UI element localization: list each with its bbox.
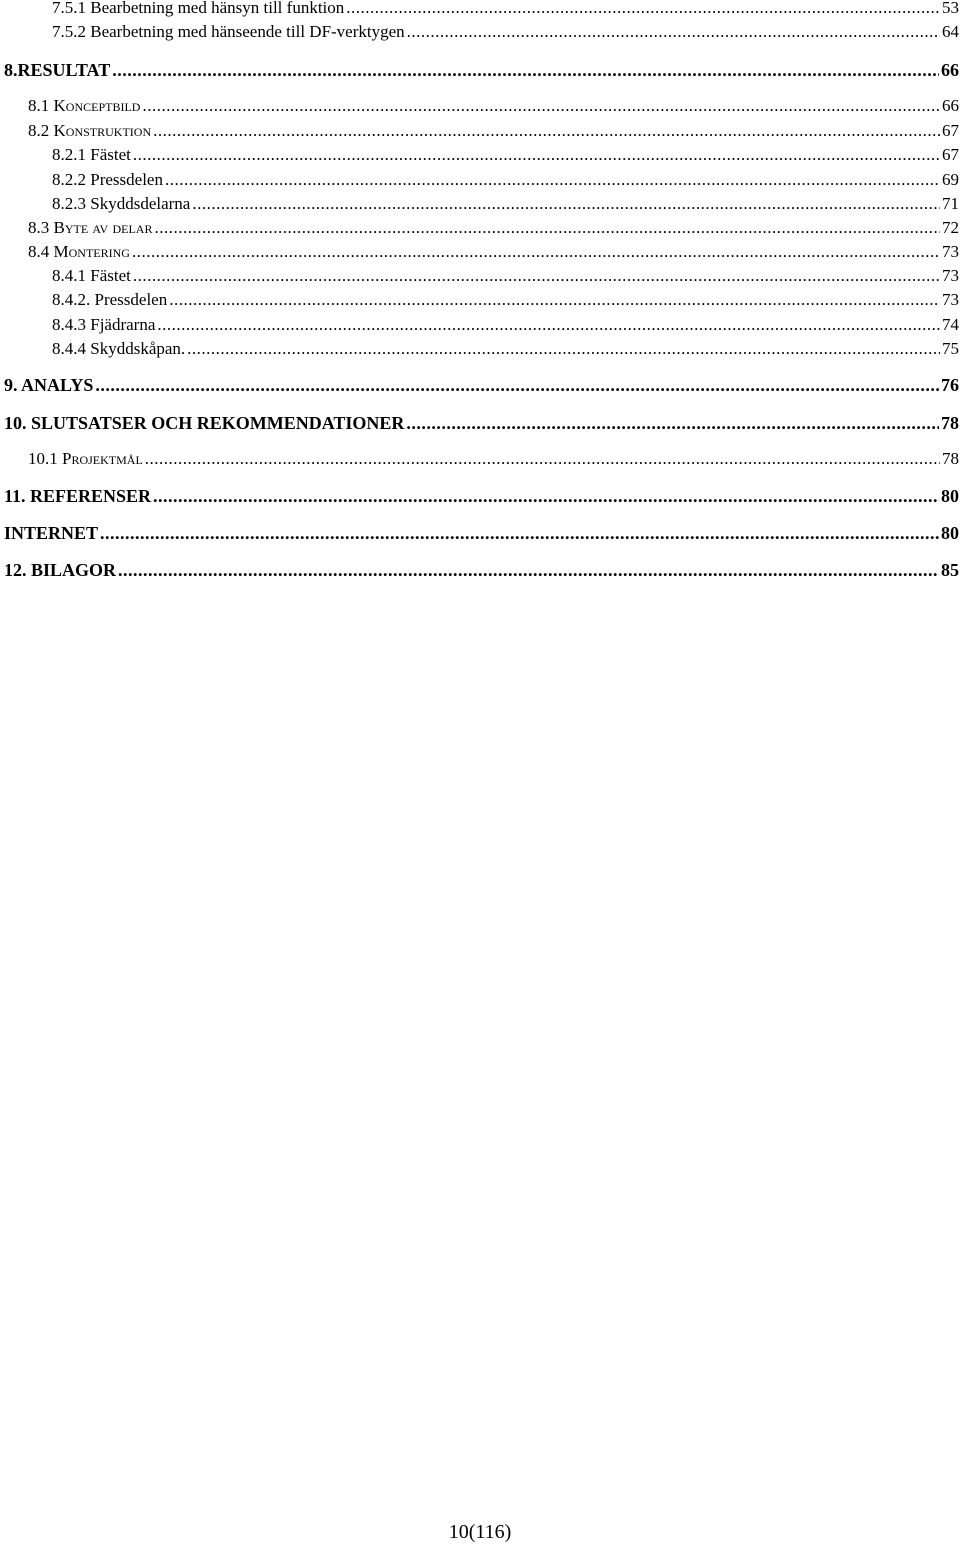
toc-entry-label: 8.RESULTAT (4, 60, 111, 80)
toc-entry-page: 75 (942, 339, 959, 358)
dot-leader (154, 217, 940, 239)
toc-entry-label: 10.1 Projektmål (28, 449, 143, 468)
toc-entry-9[interactable] (4, 374, 959, 396)
toc-entry-page: 76 (941, 375, 959, 395)
toc-entry-label: 8.3 Byte av delar (28, 218, 153, 237)
toc-entry-page: 80 (941, 486, 959, 506)
dot-leader (192, 193, 940, 215)
toc-entry-page: 67 (942, 145, 959, 164)
toc-entry-page: 69 (942, 170, 959, 189)
toc-entry-page: 66 (941, 60, 959, 80)
toc-entry-page: 72 (942, 218, 959, 237)
dot-leader (157, 314, 940, 336)
toc-entry-11[interactable] (4, 485, 959, 507)
toc-entry-page: 80 (941, 523, 959, 543)
dot-leader (346, 0, 940, 19)
dot-leader (169, 289, 940, 311)
toc-entry-label: 8.2.1 Fästet (52, 145, 131, 164)
page-number: 10(116) (448, 1521, 512, 1543)
toc-entry-label: 8.4 Montering (28, 242, 130, 261)
toc-entry-internet[interactable] (4, 522, 959, 544)
toc-entry-8-4-2[interactable] (52, 289, 959, 311)
dot-leader (142, 95, 940, 117)
toc-entry-label: 8.4.4 Skyddskåpan. (52, 339, 186, 358)
toc-entry-label: 7.5.2 Bearbetning med hänseende till DF-verktygen (52, 22, 405, 41)
dot-leader (133, 265, 940, 287)
toc-entry-8-4-4[interactable] (52, 338, 959, 360)
toc-entry-page: 66 (942, 96, 959, 115)
toc-entry-page: 78 (941, 413, 959, 433)
toc-entry-8-2-2[interactable] (52, 169, 959, 191)
dot-leader (118, 559, 939, 581)
dot-leader (145, 448, 940, 470)
toc-entry-page: 73 (942, 266, 959, 285)
dot-leader (165, 169, 940, 191)
toc-entry-label: 8.4.1 Fästet (52, 266, 131, 285)
toc-entry-8-2[interactable] (28, 120, 959, 142)
toc-entry-label: 8.4.2. Pressdelen (52, 290, 168, 309)
toc-entry-page: 73 (942, 242, 959, 261)
toc-entry-page: 67 (942, 121, 959, 140)
toc-entry-label: 7.5.1 Bearbetning med hänsyn till funktion (52, 0, 345, 17)
toc-entry-page: 73 (942, 290, 959, 309)
toc-entry-label: INTERNET (4, 523, 99, 543)
toc-entry-page: 74 (942, 315, 959, 334)
dot-leader (407, 21, 940, 43)
toc-entry-label: 8.2 Konstruktion (28, 121, 152, 140)
dot-leader (153, 485, 939, 507)
dot-leader (112, 59, 939, 81)
toc-entry-label: 11. REFERENSER (4, 486, 152, 506)
toc-entry-page: 53 (942, 0, 959, 17)
toc-entry-label: 12. BILAGOR (4, 560, 117, 580)
toc-entry-label: 10. SLUTSATSER OCH REKOMMENDATIONER (4, 413, 405, 433)
toc-entry-8-4-1[interactable] (52, 265, 959, 287)
toc-entry-page: 71 (942, 194, 959, 213)
dot-leader (187, 338, 940, 360)
dot-leader (95, 374, 939, 396)
toc-entry-label: 8.4.3 Fjädrarna (52, 315, 156, 334)
toc-entry-8-1[interactable] (28, 95, 959, 117)
toc-entry-label: 9. ANALYS (4, 375, 94, 395)
toc-entry-8[interactable] (4, 59, 959, 81)
toc-entry-page: 85 (941, 560, 959, 580)
toc-entry-label: 8.2.3 Skyddsdelarna (52, 194, 191, 213)
toc-entry-page: 64 (942, 22, 959, 41)
toc-entry-label: 8.2.2 Pressdelen (52, 170, 163, 189)
dot-leader (153, 120, 940, 142)
dot-leader (132, 241, 940, 263)
toc-entry-7-5-2[interactable] (52, 21, 959, 43)
toc-entry-8-2-1[interactable] (52, 144, 959, 166)
toc-entry-7-5-1[interactable] (52, 0, 959, 19)
dot-leader (406, 412, 939, 434)
toc-entry-8-4[interactable] (28, 241, 959, 263)
toc-entry-8-4-3[interactable] (52, 314, 959, 336)
toc-entry-page: 78 (942, 449, 959, 468)
toc-entry-10[interactable] (4, 412, 959, 434)
toc-entry-8-2-3[interactable] (52, 193, 959, 215)
dot-leader (100, 522, 939, 544)
dot-leader (133, 144, 940, 166)
toc-entry-10-1[interactable] (28, 448, 959, 470)
toc-entry-label: 8.1 Konceptbild (28, 96, 141, 115)
toc-entry-8-3[interactable] (28, 217, 959, 239)
toc-entry-12[interactable] (4, 559, 959, 581)
